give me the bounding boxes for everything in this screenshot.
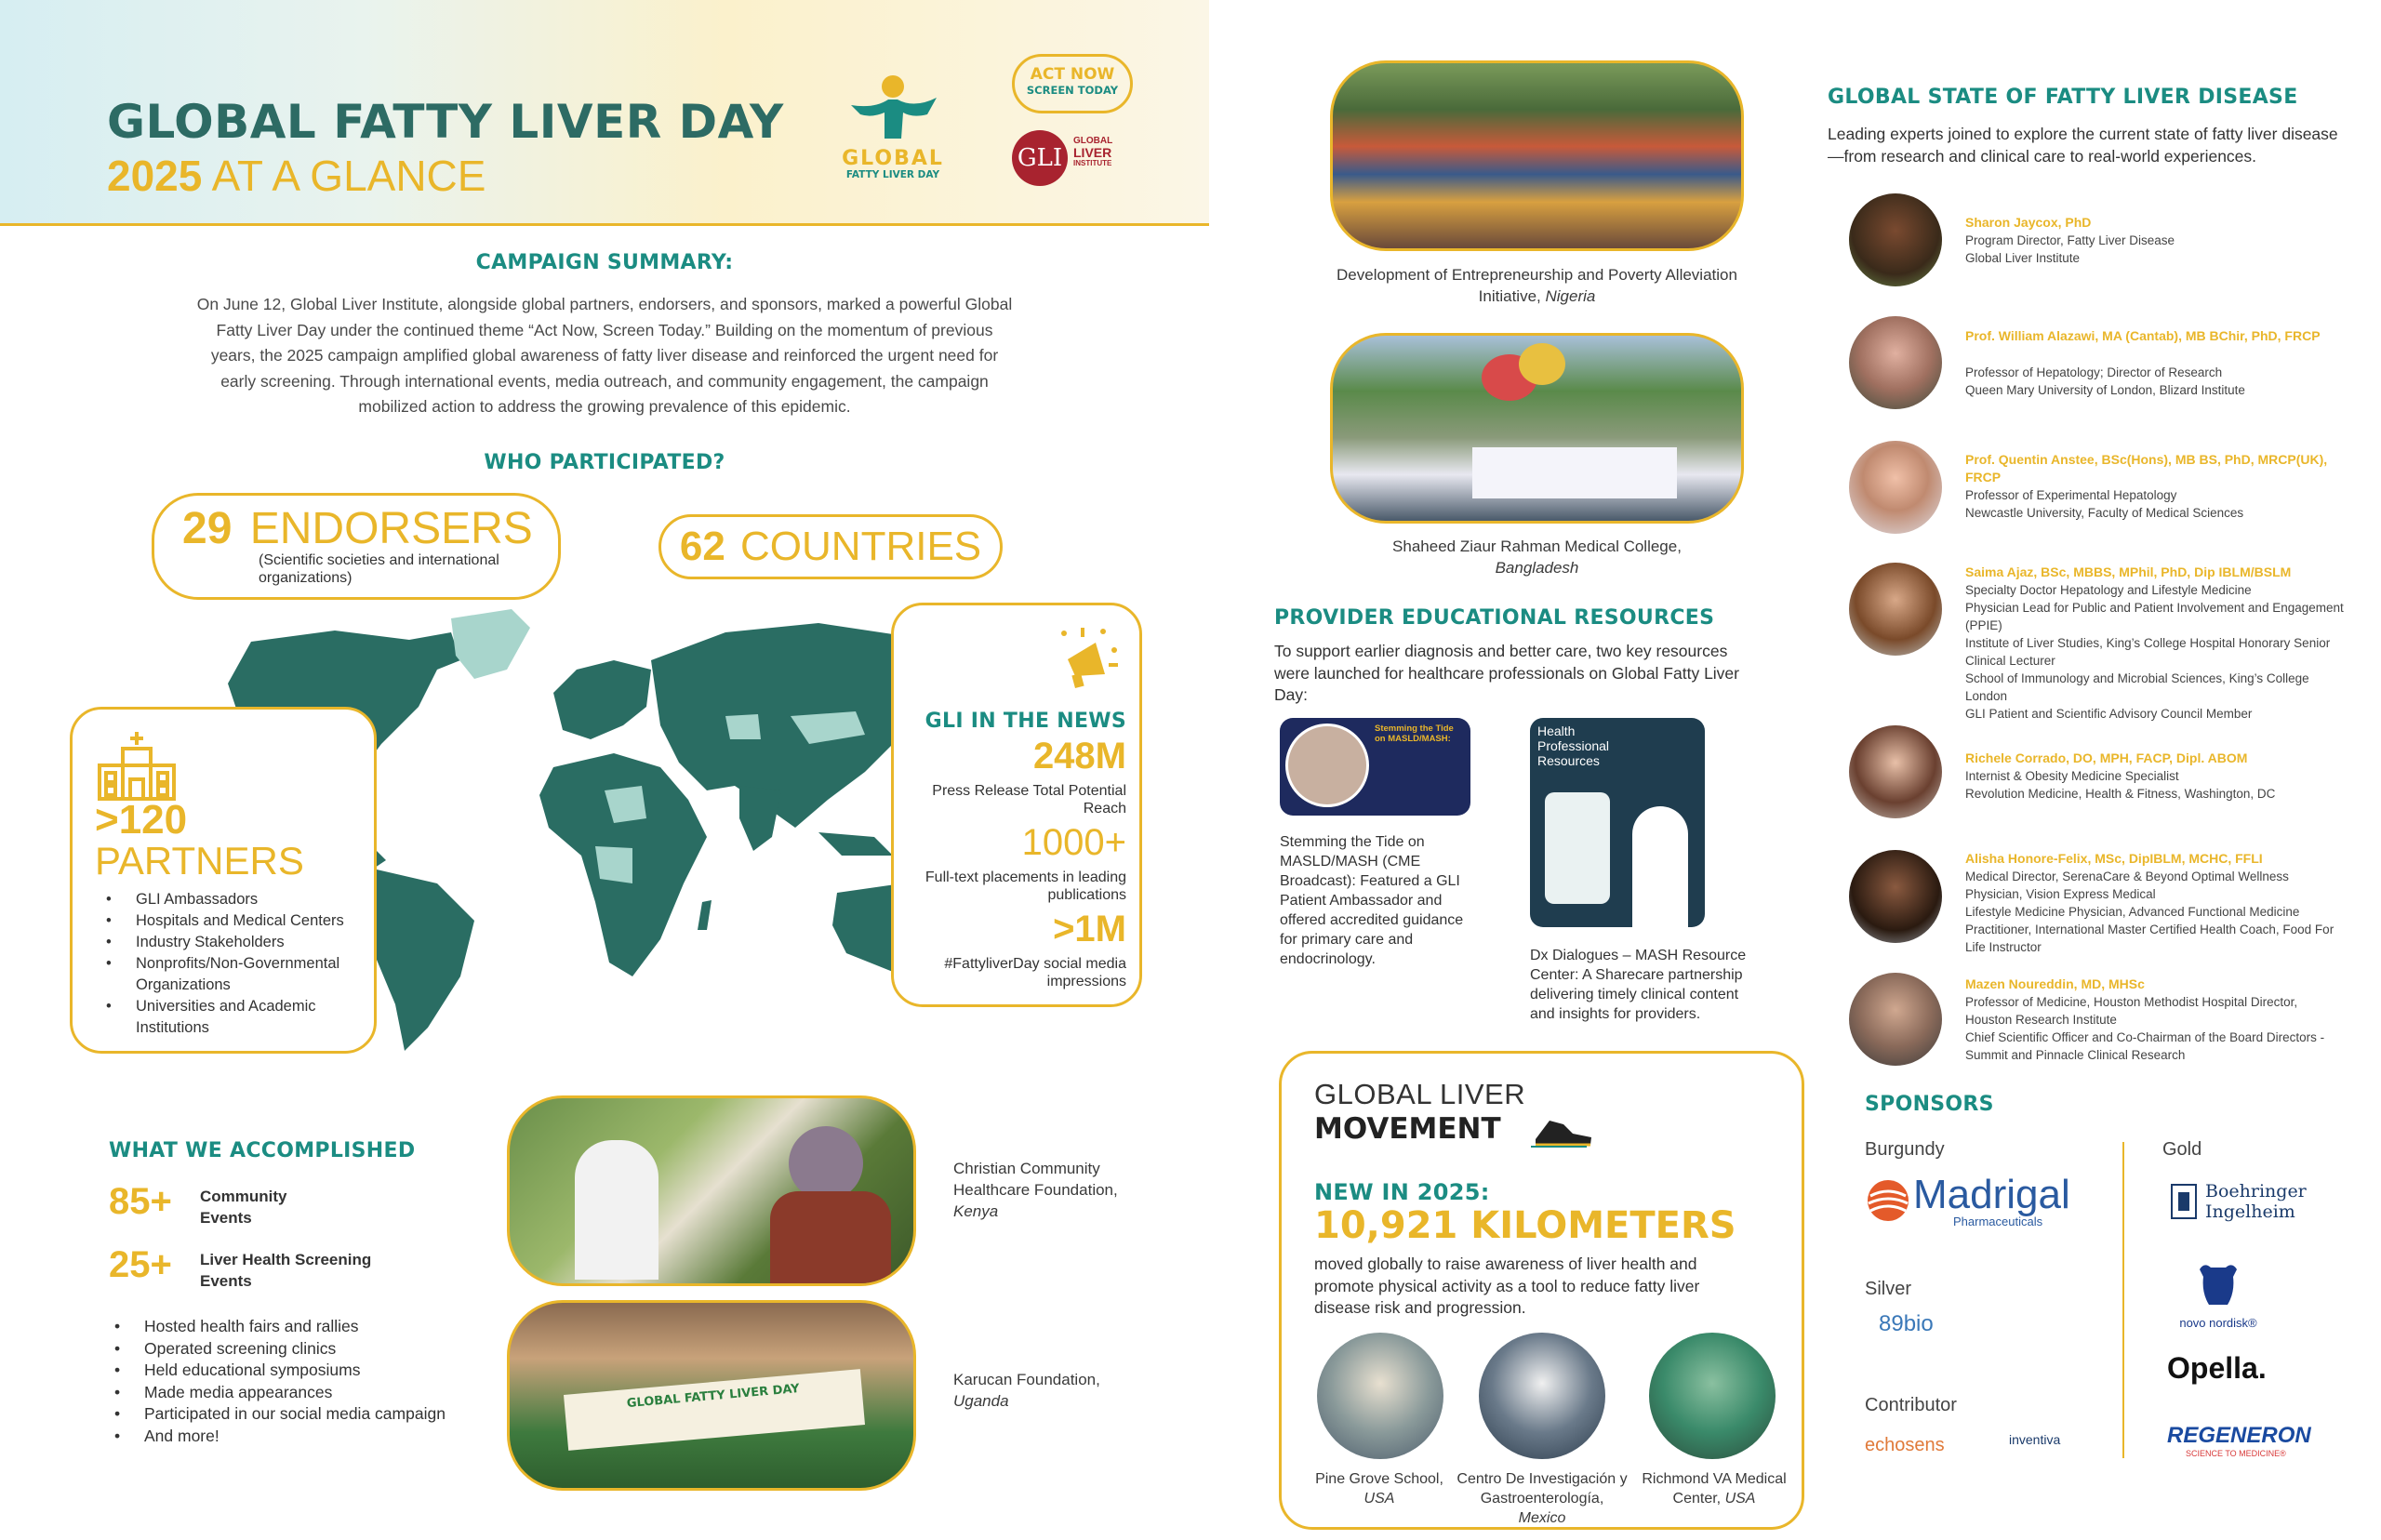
bangladesh-photo	[1330, 333, 1744, 524]
partners-list	[100, 889, 370, 1039]
list-item: • And more!	[109, 1426, 499, 1448]
gfld-logo: GLOBAL FATTY LIVER DAY	[823, 70, 963, 177]
kenya-photo	[507, 1095, 916, 1286]
boehringer-logo: Boehringer Ingelheim	[2170, 1181, 2337, 1228]
nigeria-photo	[1330, 60, 1744, 251]
expert-role: Medical Director, SerenaCare & Beyond Optimal Wellness Physician, Vision Express Medical Lifestyle Medicine Physician, Advanced Functional Medicine Practitioner, International Master Certified Health Coach, Food For Life Instructor	[1965, 870, 2334, 954]
countries-stat: 62 COUNTRIES	[658, 514, 1003, 579]
expert-role: Specialty Doctor Hepatology and Lifestyle Medicine Physician Lead for Public and Patient Involvement and Engagement (PPIE) Institute of Liver Studies, King’s College Hospital Honorary Senior Clinical Lecturer School of Immunology and Microbial Sciences, King’s College London GLI Patient and Scientific Advisory Council Member	[1965, 583, 2344, 721]
avatar	[1849, 973, 1942, 1066]
uganda-caption: Karucan Foundation, Uganda	[953, 1371, 1100, 1410]
kenya-caption: Christian Community Healthcare Foundation, Kenya	[953, 1160, 1118, 1220]
expert-role: Program Director, Fatty Liver Disease Global Liver Institute	[1965, 233, 2175, 265]
expert-name: Prof. Quentin Anstee, BSc(Hons), MB BS, PhD, MRCP(UK), FRCP	[1965, 452, 2328, 485]
avatar	[1849, 725, 1942, 818]
kilometers-stat: 10,921 KILOMETERS	[1314, 1204, 1736, 1247]
page-subtitle: 2025 AT A GLANCE	[107, 152, 486, 200]
accomplished-heading: WHAT WE ACCOMPLISHED	[109, 1139, 416, 1162]
expert-name: Mazen Noureddin, MD, MHSc	[1965, 976, 2145, 991]
centro-photo	[1479, 1333, 1605, 1459]
expert-name: Richele Corrado, DO, MPH, FACP, Dipl. ABOM	[1965, 750, 2248, 765]
list-item: • Held educational symposiums	[109, 1360, 499, 1382]
richmond-photo	[1649, 1333, 1776, 1459]
news-box: GLI IN THE NEWS 248M Press Release Total Potential Reach 1000+ Full-text placements in leading publications >1M #FattyliverDay social media impressions	[891, 603, 1142, 1007]
echosens-logo: echosens	[1865, 1435, 1945, 1455]
expert-name: Saima Ajaz, BSc, MBBS, MPhil, PhD, Dip IBLM/BSLM	[1965, 564, 2292, 579]
page-title: GLOBAL FATTY LIVER DAY	[107, 95, 784, 149]
cme-broadcast-caption: Stemming the Tide on MASLD/MASH (CME Broadcast): Featured a GLI Patient Ambassador and offered accredited guidance for primary care and endocrinology.	[1280, 834, 1464, 967]
89bio-logo: 89bio	[1879, 1311, 1934, 1336]
campaign-summary-body: On June 12, Global Liver Institute, alongside global partners, endorsers, and sponsors, marked a powerful Global Fatty Liver Day under the continued theme “Act Now, Screen Today.” Building on the momentum of previous years, the 2025 campaign amplified global awareness of fatty liver disease and reinforced the urgent need for early screening. Through international events, media outreach, and community engagement, the campaign mobilized action to address the growing prevalence of this epidemic.	[196, 295, 1013, 416]
who-participated-heading: WHO PARTICIPATED?	[484, 451, 725, 474]
header-divider	[0, 223, 1209, 226]
boehringer-mark-icon	[2170, 1183, 2198, 1220]
endorsers-stat: 29 ENDORSERS (Scientific societies and international organizations)	[152, 493, 561, 600]
cme-broadcast-thumbnail[interactable]: Stemming the Tide on MASLD/MASH:	[1280, 718, 1470, 816]
accomplished-list	[109, 1316, 499, 1447]
provider-resources-heading: PROVIDER EDUCATIONAL RESOURCES	[1274, 606, 1715, 630]
list-item: • Made media appearances	[109, 1382, 499, 1404]
avatar	[1849, 850, 1942, 943]
expert-role: Professor of Experimental Hepatology Newcastle University, Faculty of Medical Sciences	[1965, 488, 2244, 520]
hospital-icon	[95, 728, 179, 803]
mash-resource-thumbnail[interactable]: Health Professional Resources	[1530, 718, 1705, 927]
global-state-intro: Leading experts joined to explore the current state of fatty liver disease—from research and clinical care to real-world experiences.	[1828, 125, 2338, 166]
bangladesh-caption: Shaheed Ziaur Rahman Medical College, Bangladesh	[1392, 538, 1682, 577]
inventiva-logo: inventiva	[2009, 1432, 2061, 1447]
list-item: • Operated screening clinics	[109, 1338, 499, 1361]
campaign-summary-heading: CAMPAIGN SUMMARY:	[475, 251, 734, 274]
expert-name: Prof. William Alazawi, MA (Cantab), MB BChir, PhD, FRCP	[1965, 328, 2321, 343]
list-item: • Participated in our social media campaign	[109, 1403, 499, 1426]
expert-name: Sharon Jaycox, PhD	[1965, 215, 2092, 230]
list-item: • Universities and Academic Institutions	[100, 996, 370, 1039]
list-item: • GLI Ambassadors	[100, 889, 370, 910]
gfld-figure-icon	[823, 70, 963, 144]
madrigal-mark-icon	[1865, 1177, 1911, 1224]
avatar	[1849, 563, 1942, 656]
partners-box: >120 PARTNERS • GLI Ambassadors • Hospitals and Medical Centers • Industry Stakeholders • Nonprofits/Non-Governmental Organizations • Universities and Academic Institutions	[70, 707, 377, 1054]
opella-logo: Opella.	[2167, 1351, 2267, 1385]
nigeria-caption: Development of Entrepreneurship and Poverty Alleviation Initiative, Nigeria	[1337, 266, 1737, 305]
global-state-heading: GLOBAL STATE OF FATTY LIVER DISEASE	[1828, 86, 2298, 109]
gli-logo: GLI GLOBAL LIVER INSTITUTE	[1012, 130, 1142, 190]
madrigal-logo: Madrigal Pharmaceuticals	[1865, 1174, 2107, 1229]
expert-name: Alisha Honore-Felix, MSc, DipIBLM, MCHC, FFLI	[1965, 851, 2263, 866]
sponsors-divider	[2122, 1142, 2124, 1458]
list-item: • Hosted health fairs and rallies	[109, 1316, 499, 1338]
pine-grove-photo	[1317, 1333, 1443, 1459]
expert-role: Professor of Hepatology; Director of Research Queen Mary University of London, Blizard Institute	[1965, 365, 2245, 397]
act-now-badge: ACT NOW SCREEN TODAY	[1012, 54, 1133, 113]
avatar	[1849, 193, 1942, 286]
screening-events-count: 25+	[109, 1244, 172, 1285]
list-item: • Nonprofits/Non-Governmental Organizations	[100, 953, 370, 996]
shoe-icon	[1531, 1111, 1596, 1148]
regeneron-logo: REGENERON SCIENCE TO MEDICINE®	[2167, 1423, 2311, 1458]
avatar	[1849, 441, 1942, 534]
bull-icon	[2190, 1260, 2246, 1311]
expert-role: Professor of Medicine, Houston Methodist Hospital Director, Houston Research Institute Chief Scientific Officer and Co-Chairman of the Board Directors - Summit and Pinnacle Clinical Research	[1965, 995, 2325, 1062]
sponsors-heading: SPONSORS	[1865, 1093, 1994, 1116]
list-item: • Hospitals and Medical Centers	[100, 910, 370, 932]
expert-role: Internist & Obesity Medicine Specialist Revolution Medicine, Health & Fitness, Washington, DC	[1965, 769, 2276, 801]
movement-box: GLOBAL LIVER MOVEMENT NEW IN 2025: 10,921 KILOMETERS moved globally to raise awareness of liver health and promote physical activity as a tool to reduce fatty liver disease risk and progression. Pine Grove School, USA Centro De Investigación y Gastroenterología, Mexico Richmond VA Medical Center, USA	[1279, 1051, 1804, 1530]
uganda-photo: GLOBAL FATTY LIVER DAY	[507, 1300, 916, 1491]
novo-nordisk-logo: novo nordisk®	[2167, 1260, 2269, 1334]
avatar	[1849, 316, 1942, 409]
megaphone-icon	[1047, 622, 1122, 697]
community-events-count: 85+	[109, 1181, 172, 1222]
list-item: • Industry Stakeholders	[100, 932, 370, 953]
provider-resources-intro: To support earlier diagnosis and better care, two key resources were launched for healthcare professionals on Global Fatty Liver Day:	[1274, 642, 1739, 704]
mash-resource-caption: Dx Dialogues – MASH Resource Center: A Sharecare partnership delivering timely clinical content and insights for providers.	[1530, 948, 1747, 1022]
